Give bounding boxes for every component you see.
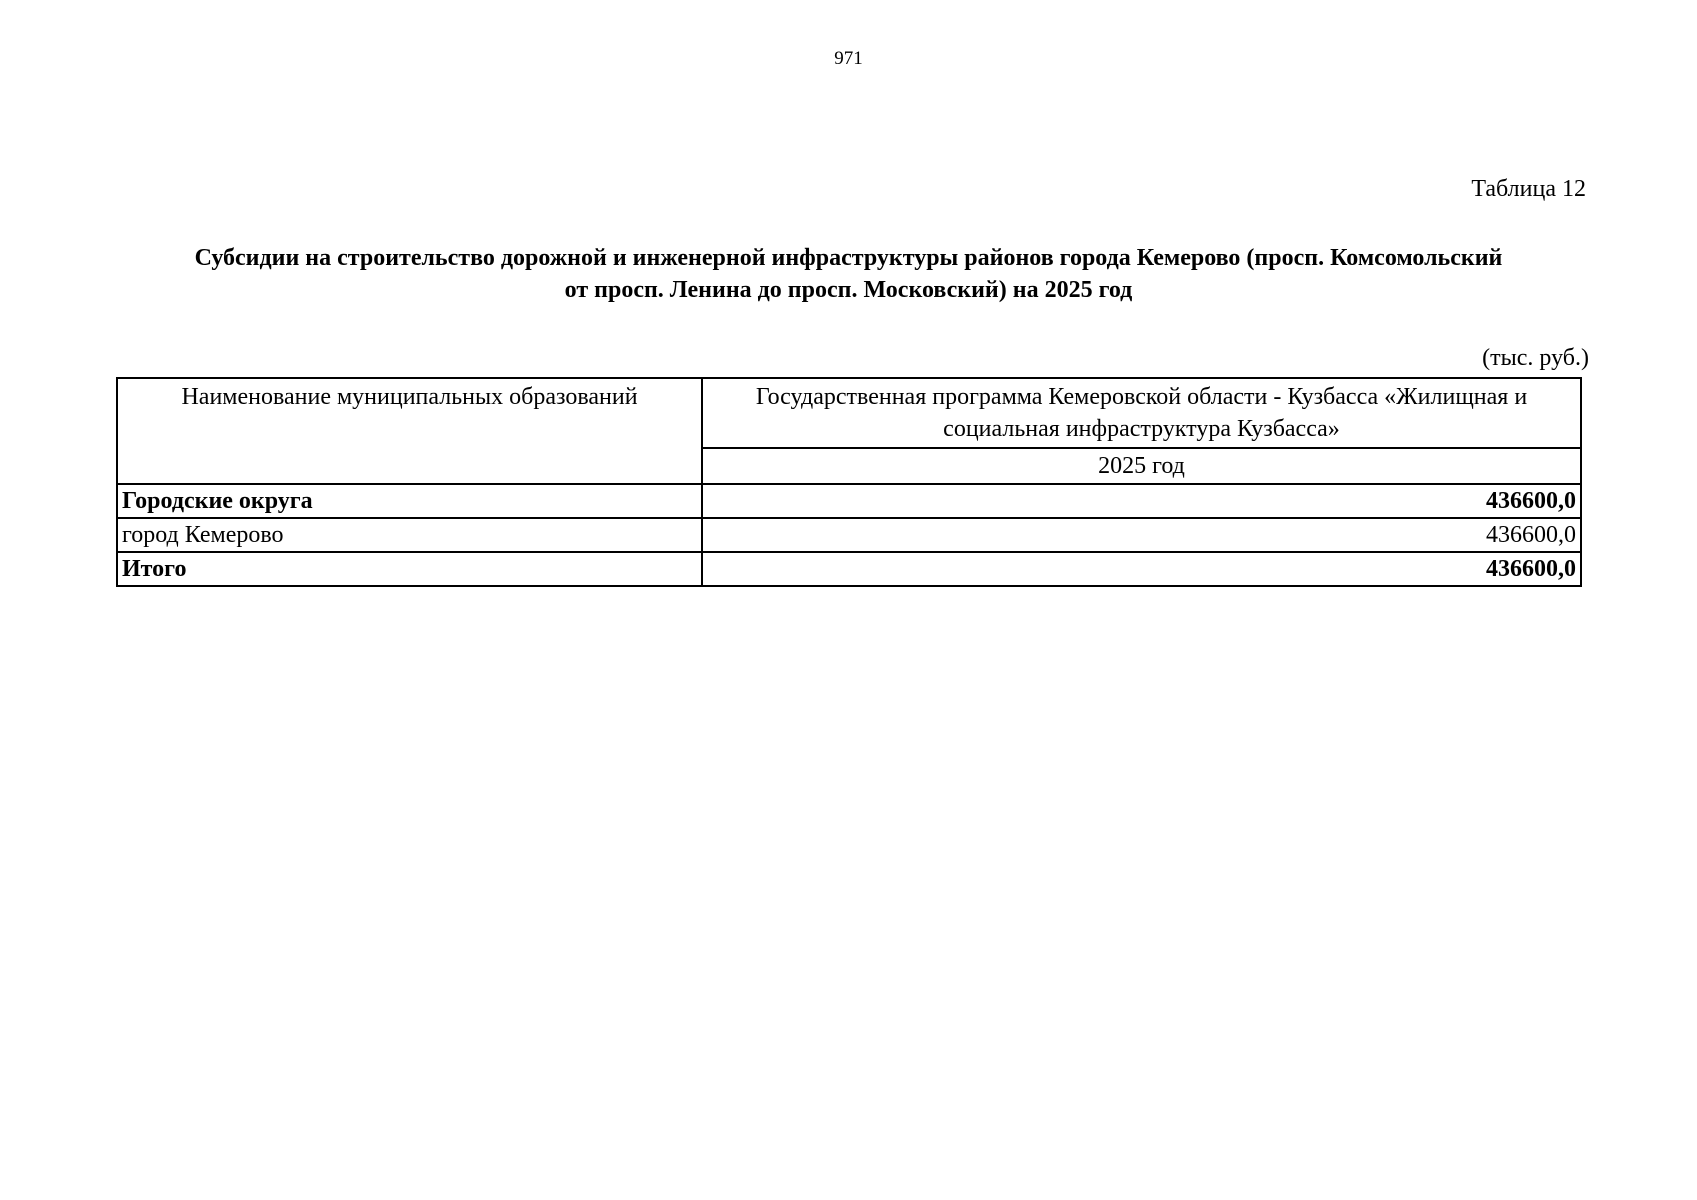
table-row	[117, 518, 1581, 552]
table-header-row	[117, 378, 1581, 448]
document-title-line-1: Субсидии на строительство дорожной и инженерной инфраструктуры районов города Кемерово (просп. Комсомольский	[194, 245, 1503, 271]
subsidy-table	[116, 377, 1582, 587]
page-number: 971	[834, 48, 863, 69]
document-title	[100, 242, 1597, 306]
header-year: 2025 год	[702, 448, 1581, 484]
table-caption: Таблица 12	[1471, 176, 1586, 202]
row-label-urban-districts: Городские округа	[117, 484, 702, 518]
row-label-total: Итого	[117, 552, 702, 586]
row-value-total: 436600,0	[702, 552, 1581, 586]
table-row	[117, 484, 1581, 518]
header-program-line-1: Государственная программа Кемеровской области - Кузбасса «Жилищная и	[755, 384, 1528, 410]
units-label: (тыс. руб.)	[1482, 345, 1589, 371]
row-value-kemerovo: 436600,0	[702, 518, 1581, 552]
document-title-line-2: от просп. Ленина до просп. Московский) на 2025 год	[564, 277, 1133, 303]
header-program	[702, 378, 1581, 448]
row-label-kemerovo: город Кемерово	[117, 518, 702, 552]
table-row	[117, 552, 1581, 586]
header-municipality-name-text: Наименование муниципальных образований	[181, 384, 638, 410]
row-value-urban-districts: 436600,0	[702, 484, 1581, 518]
header-program-line-2: социальная инфраструктура Кузбасса»	[943, 416, 1340, 442]
header-municipality-name	[117, 378, 702, 484]
